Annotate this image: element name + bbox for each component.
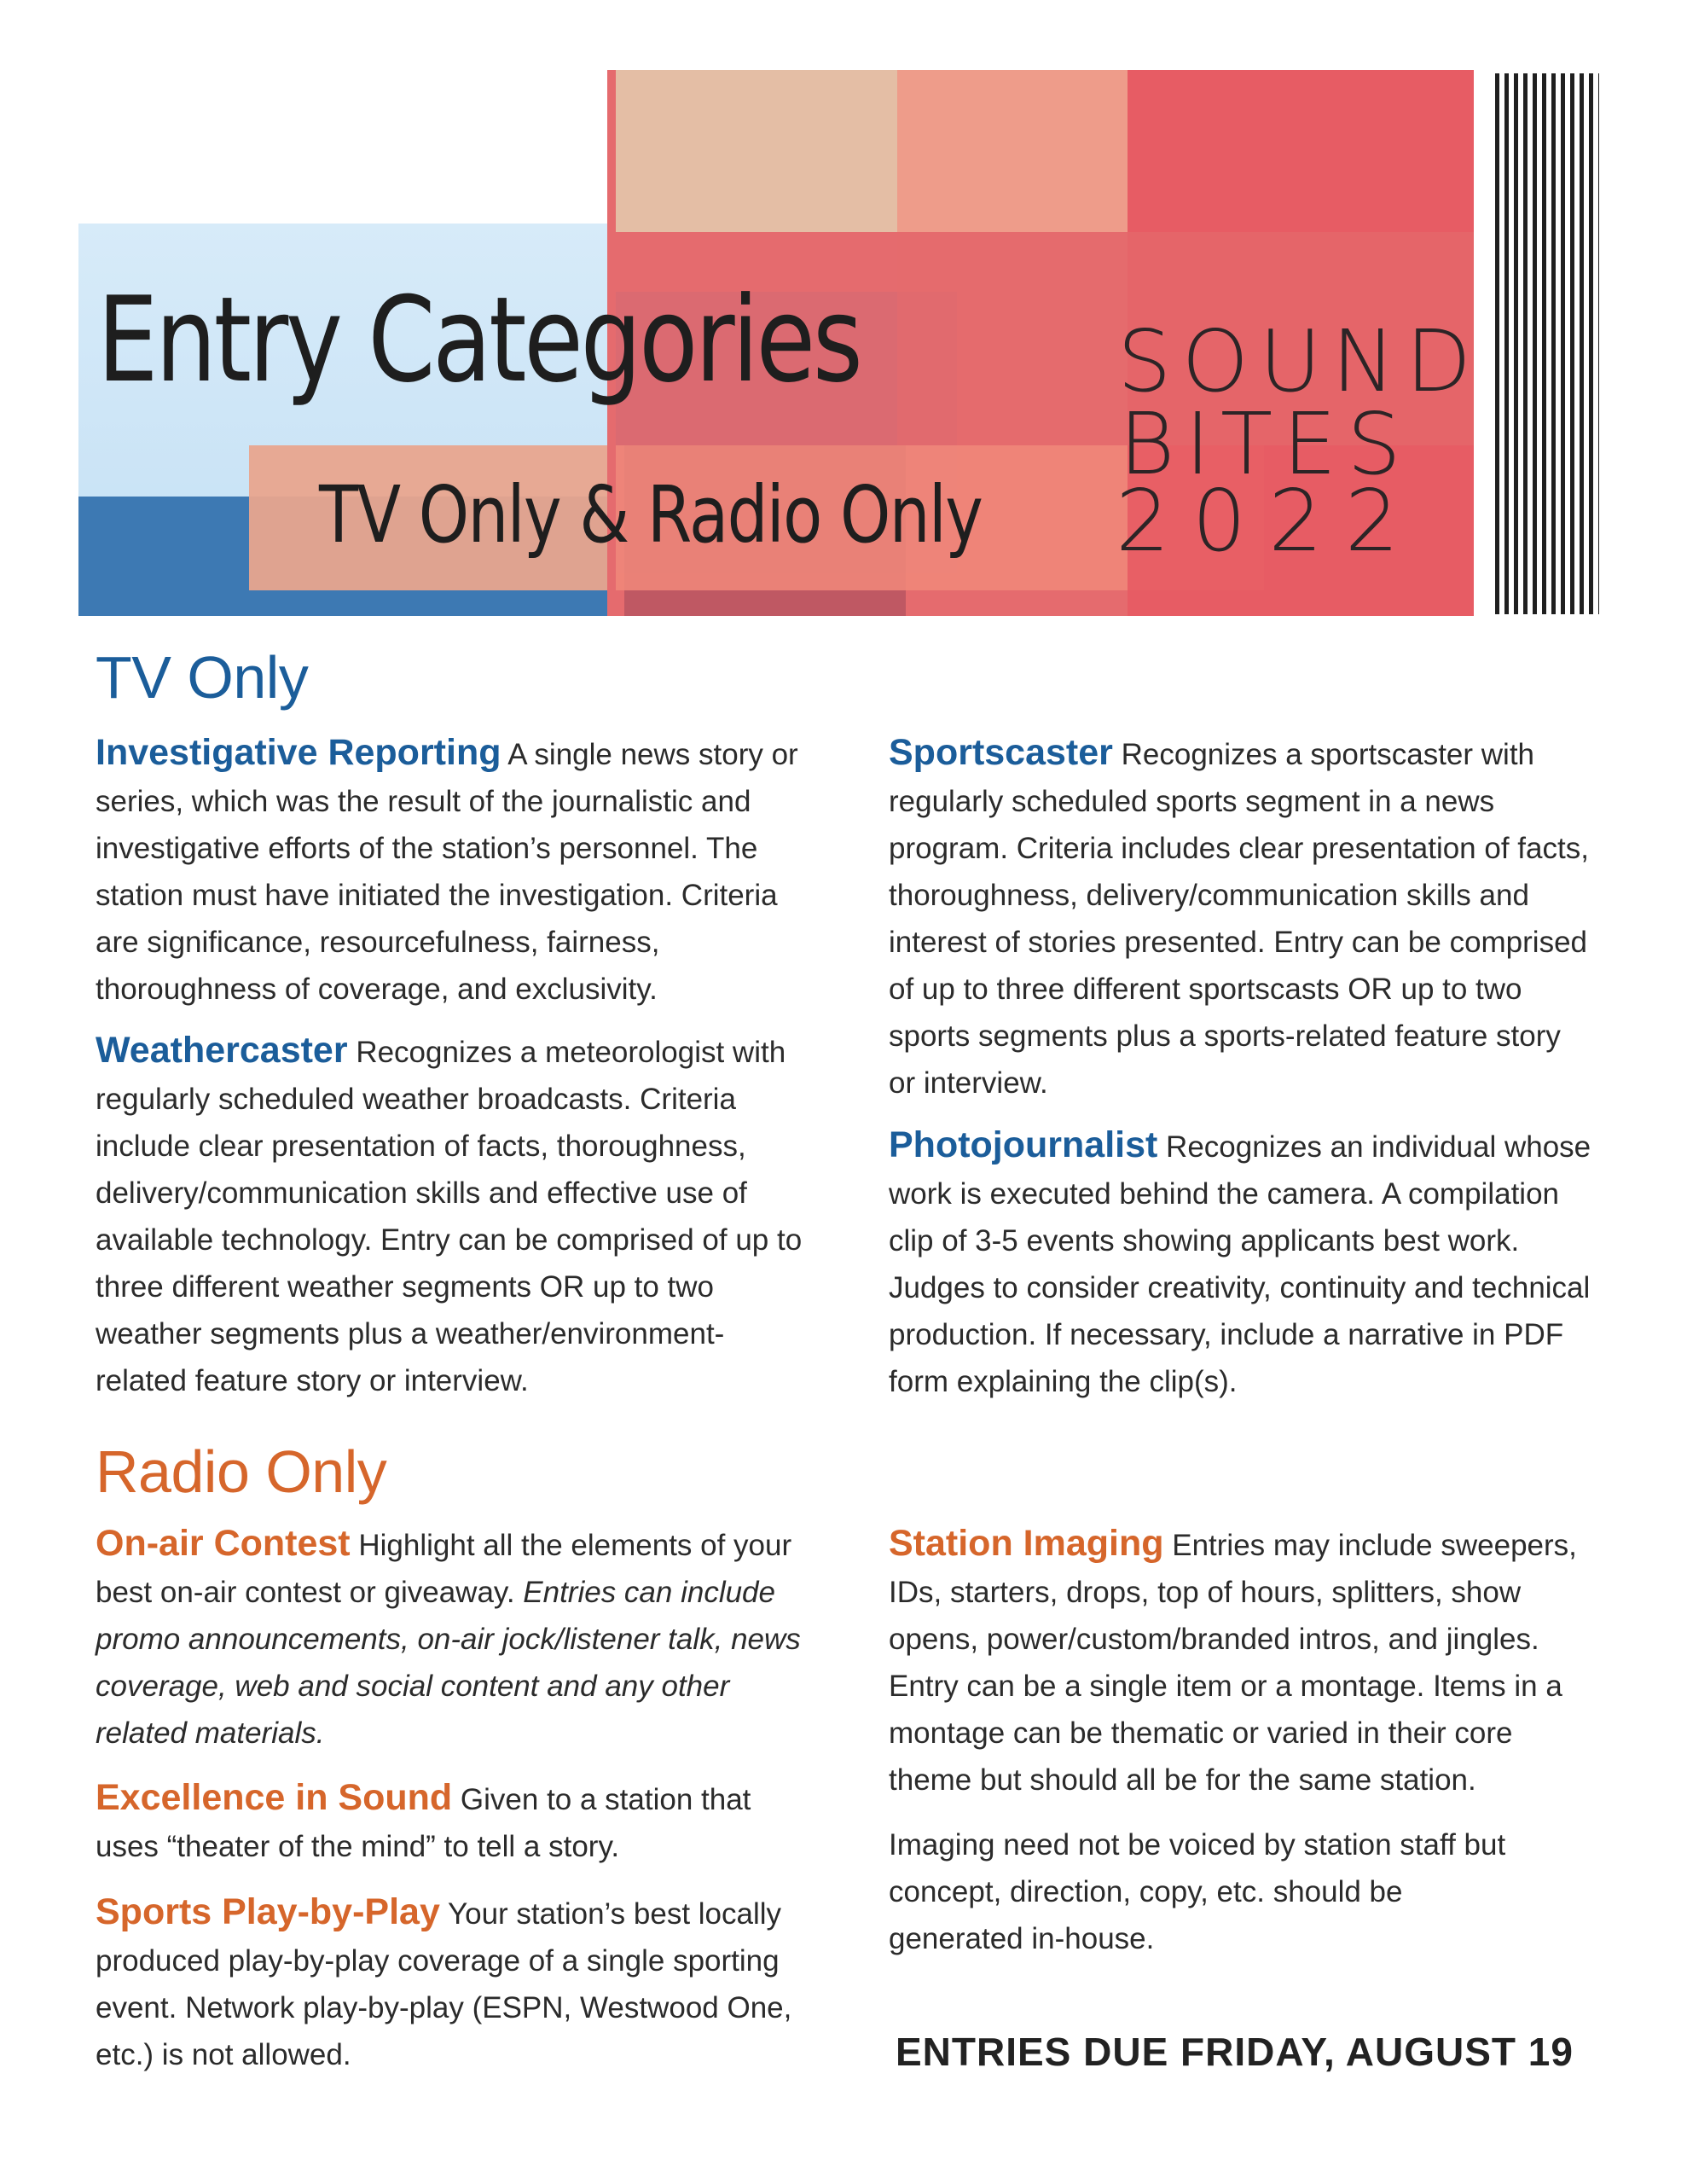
investigative-reporting-text: A single news story or series, which was the result of the journalistic and investigative efforts of the station’s personnel. The station must have initiated the investigation. Criteria are significance, resourcefulness, fairness, thoroughness of coverage, and exclusivity.: [96, 738, 798, 1006]
on-air-contest-italic-text: Entries can include promo announcements, on-air jock/listener talk, news coverage, web and social content and any other related materials.: [96, 1576, 801, 1750]
logo-line-2: BITES: [1119, 394, 1412, 494]
weathercaster-title: Weathercaster: [96, 1030, 348, 1071]
tv-only-heading: TV Only: [96, 644, 309, 711]
sports-play-by-play-title: Sports Play-by-Play: [96, 1891, 440, 1932]
investigative-reporting-entry: [96, 729, 808, 1013]
station-imaging-title: Station Imaging: [889, 1523, 1164, 1564]
sportscaster-title: Sportscaster: [889, 732, 1113, 773]
station-imaging-entry: [889, 1520, 1592, 1804]
entries-due-notice: ENTRIES DUE FRIDAY, AUGUST 19: [896, 2030, 1574, 2074]
station-imaging-note: Imaging need not be voiced by station staff but concept, direction, copy, etc. should be generated in-house.: [889, 1828, 1506, 1955]
sportscaster-entry: [889, 729, 1592, 1107]
on-air-contest-entry: [96, 1520, 808, 1757]
logo-line-3: 2022: [1116, 471, 1422, 571]
photojournalist-entry: [889, 1122, 1592, 1405]
logo-line-1: SOUND: [1117, 311, 1482, 411]
on-air-contest-title: On-air Contest: [96, 1523, 351, 1564]
vertical-stripes-decoration: [1495, 73, 1599, 614]
sportscaster-text: Recognizes a sportscaster with regularly scheduled sports segment in a news program. Criteria includes clear presentation of facts, thoroughness, delivery/communication skills and interest of stories presented. Entry can be comprised of up to three different sportscasts OR up to two sports segments plus a sports-related feature story or interview.: [889, 738, 1589, 1100]
sports-play-by-play-text: Your station’s best locally produced play-by-play coverage of a single sporting event. Network play-by-play (ESPN, Westwood One, etc.) is not allowed.: [96, 1897, 792, 2071]
weathercaster-entry: [96, 1027, 808, 1404]
excellence-in-sound-entry: [96, 1774, 808, 1870]
excellence-in-sound-title: Excellence in Sound: [96, 1777, 453, 1818]
page-title: Entry Categories: [97, 271, 861, 409]
photojournalist-title: Photojournalist: [889, 1124, 1158, 1165]
radio-only-heading: Radio Only: [96, 1438, 387, 1505]
on-air-contest-text: Highlight all the elements of your best on-air contest or giveaway.: [96, 1529, 792, 1609]
station-imaging-text: Entries may include sweepers, IDs, starters, drops, top of hours, splitters, show opens, power/custom/branded intros, and jingles. Entry can be a single item or a montage. Items in a montage can be thematic or varied in their core theme but should all be for the same station.: [889, 1529, 1577, 1797]
weathercaster-text: Recognizes a meteorologist with regularly scheduled weather broadcasts. Criteria include clear presentation of facts, thoroughness, delivery/communication skills and effective use of available technology. Entry can be comprised of up to three different weather segments OR up to two weather segments plus a weather/environment-related feature story or interview.: [96, 1036, 803, 1397]
photojournalist-text: Recognizes an individual whose work is executed behind the camera. A compilation clip of 3-5 events showing applicants best work. Judges to consider creativity, continuity and technical production. If necessary, include a narrative in PDF form explaining the clip(s).: [889, 1130, 1591, 1398]
investigative-reporting-title: Investigative Reporting: [96, 732, 501, 773]
excellence-in-sound-text: Given to a station that uses “theater of the mind” to tell a story.: [96, 1783, 751, 1863]
sports-play-by-play-entry: [96, 1889, 808, 2078]
page-subtitle: TV Only & Radio Only: [319, 469, 983, 561]
